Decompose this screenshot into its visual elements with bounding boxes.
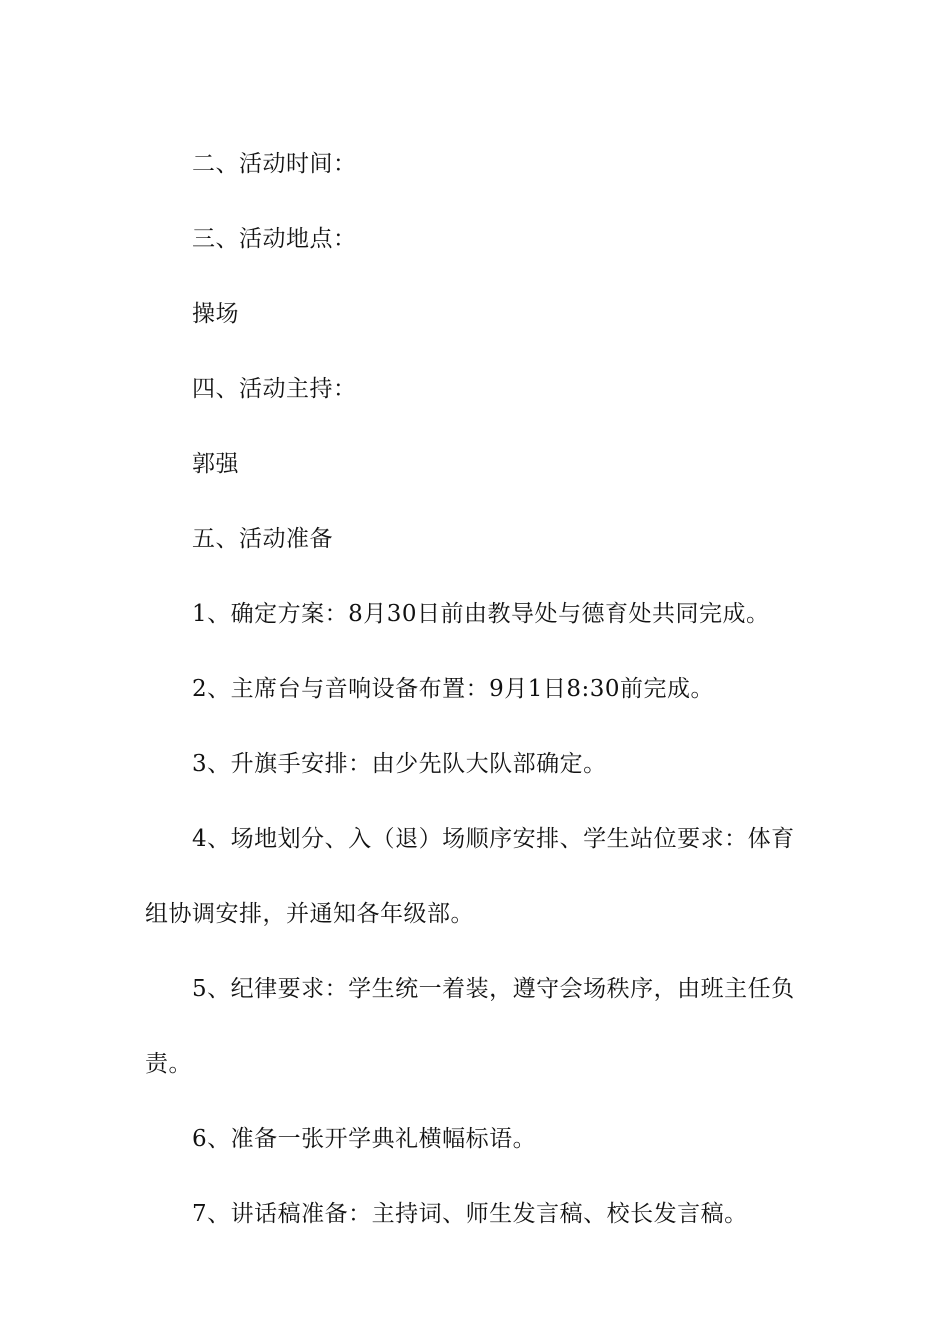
- preparation-item-2: 2、主席台与音响设备布置：9月1日8:30前完成。: [192, 676, 715, 702]
- preparation-item-7: 7、讲话稿准备：主持词、师生发言稿、校长发言稿。: [192, 1201, 748, 1227]
- preparation-item-1: 1、确定方案：8月30日前由教导处与德育处共同完成。: [192, 601, 770, 627]
- section-heading-location: 三、活动地点：: [192, 226, 357, 252]
- section-heading-preparation: 五、活动准备: [192, 526, 333, 552]
- document-body: [145, 127, 810, 1252]
- preparation-item-6: 6、准备一张开学典礼横幅标语。: [192, 1126, 537, 1152]
- preparation-item-3: 3、升旗手安排：由少先队大队部确定。: [192, 751, 607, 777]
- preparation-item-4: 4、场地划分、入（退）场顺序安排、学生站位要求：体育组协调安排，并通知各年级部。: [145, 826, 795, 927]
- host-value: 郭强: [192, 451, 239, 477]
- preparation-item-5: 5、纪律要求：学生统一着装，遵守会场秩序，由班主任负责。: [145, 976, 795, 1077]
- section-heading-host: 四、活动主持：: [192, 376, 357, 402]
- location-value: 操场: [192, 301, 239, 327]
- section-heading-time: 二、活动时间：: [192, 151, 357, 177]
